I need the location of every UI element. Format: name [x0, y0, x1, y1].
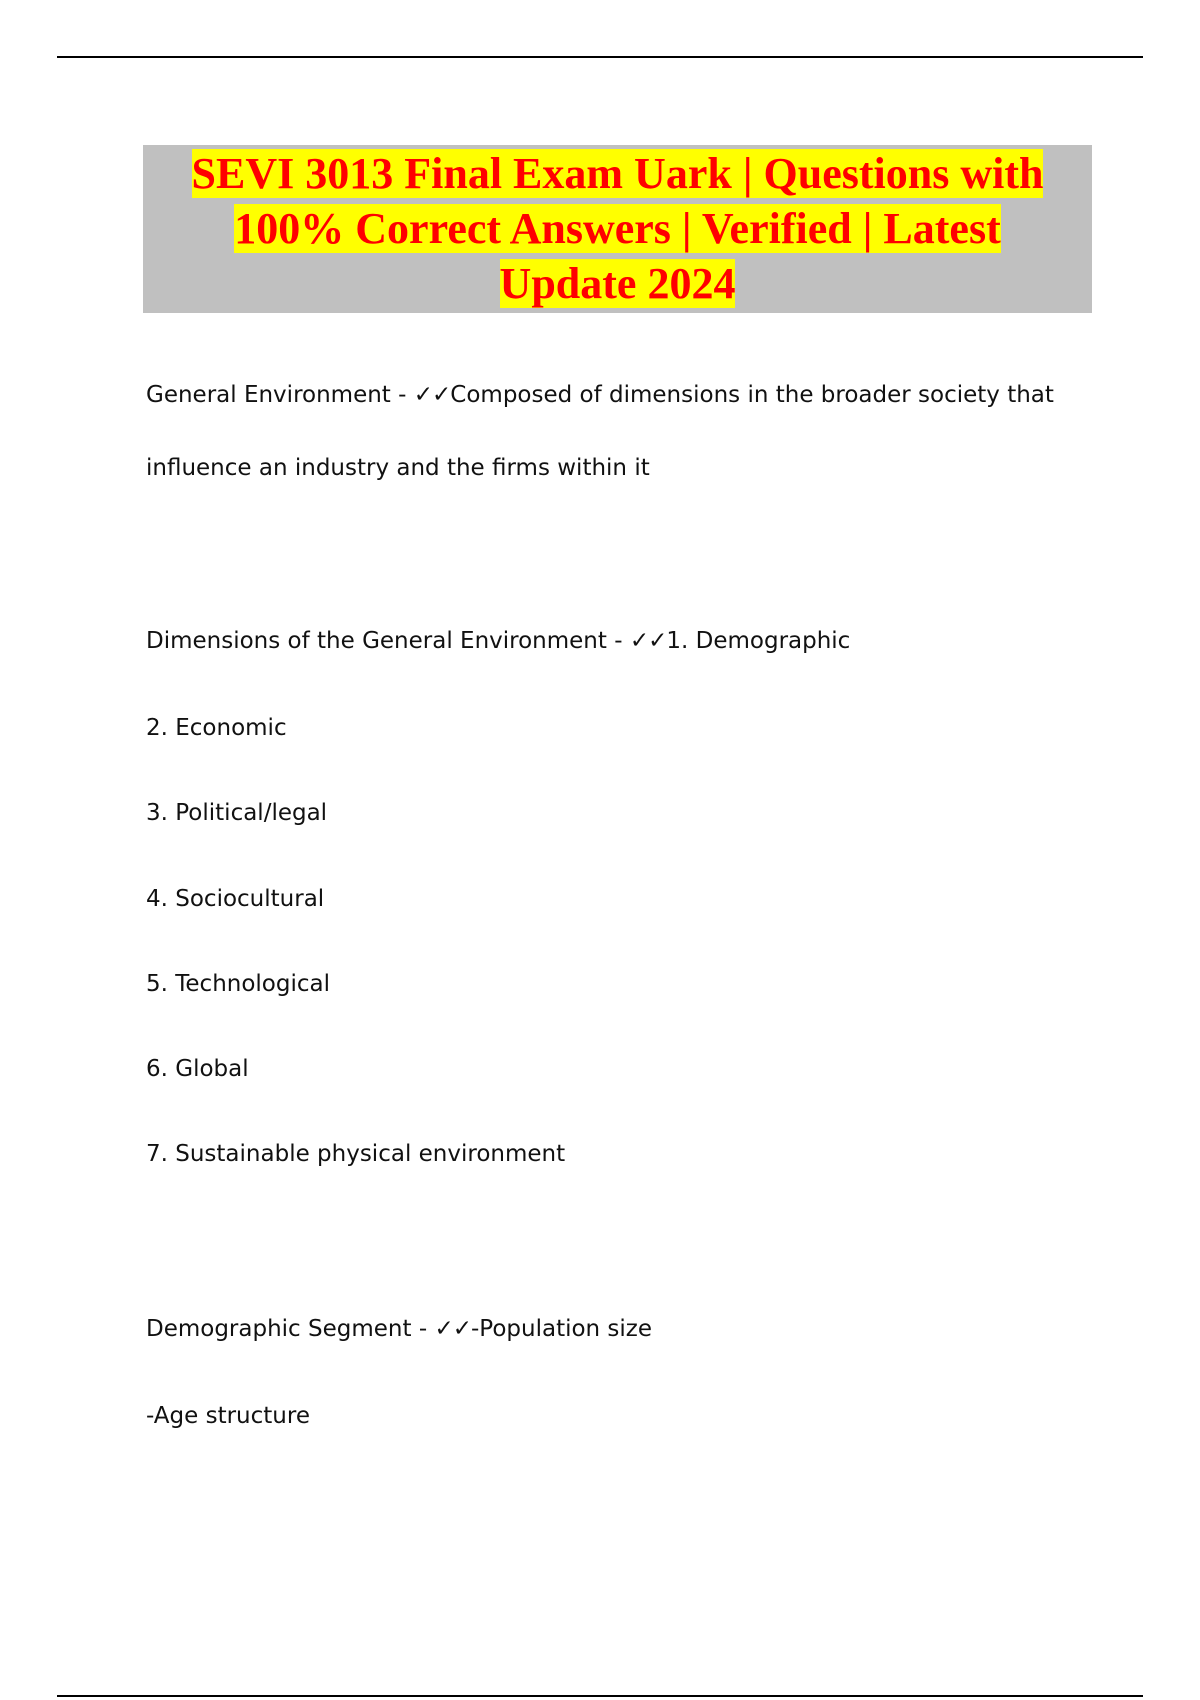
- title-line-3: Update 2024: [499, 259, 736, 308]
- entry-answer-continuation: influence an industry and the firms within it: [146, 455, 650, 481]
- list-item: -Age structure: [146, 1403, 310, 1429]
- list-item: 2. Economic: [146, 715, 287, 741]
- title-line-1: SEVI 3013 Final Exam Uark | Questions with: [191, 149, 1044, 198]
- list-item: 7. Sustainable physical environment: [146, 1141, 566, 1167]
- entry-answer: 1. Demographic: [666, 628, 851, 654]
- list-item: 5. Technological: [146, 971, 330, 997]
- check-marks-icon: ✓✓: [413, 382, 451, 408]
- entry-answer: Composed of dimensions in the broader society that: [450, 382, 1054, 408]
- check-marks-icon: ✓✓: [629, 628, 667, 654]
- entry-general-environment: [146, 380, 1054, 410]
- entry-answer: -Population size: [470, 1316, 653, 1342]
- header-rule: [57, 56, 1143, 58]
- footer-rule: [57, 1695, 1143, 1697]
- entry-term: Dimensions of the General Environment -: [146, 628, 630, 654]
- title-line-2: 100% Correct Answers | Verified | Latest: [234, 204, 1001, 253]
- entry-term: General Environment -: [146, 382, 414, 408]
- list-item: 6. Global: [146, 1056, 249, 1082]
- entry-dimensions: [146, 626, 850, 656]
- list-item: 3. Political/legal: [146, 800, 328, 826]
- entry-term: Demographic Segment -: [146, 1316, 435, 1342]
- entry-demographic-segment: [146, 1314, 652, 1344]
- list-item: 4. Sociocultural: [146, 886, 325, 912]
- document-title: [143, 146, 1092, 311]
- check-marks-icon: ✓✓: [434, 1316, 471, 1342]
